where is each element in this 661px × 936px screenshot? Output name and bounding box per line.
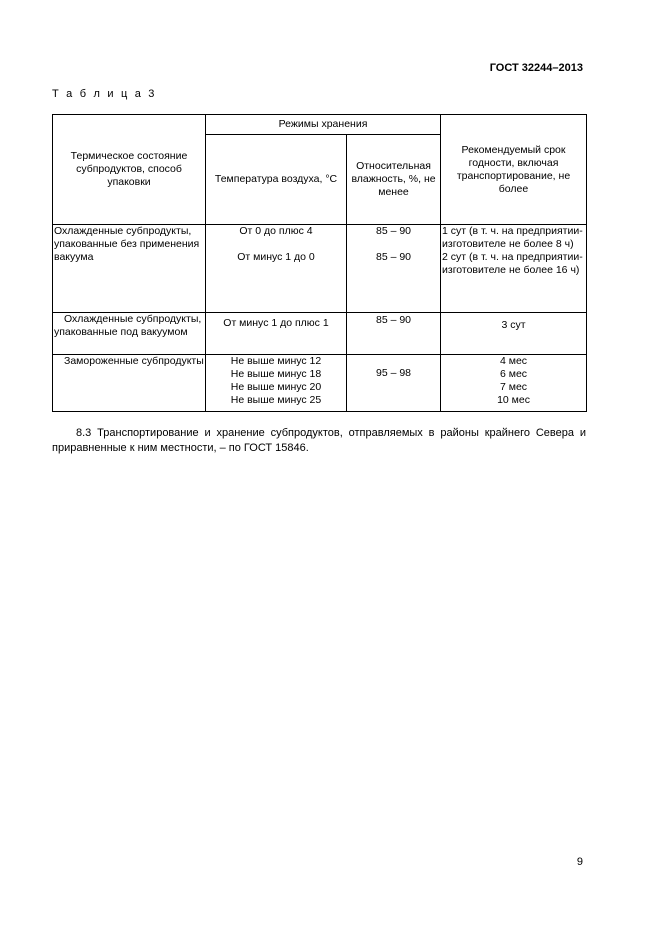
cell-humidity	[347, 313, 441, 355]
cell-humidity	[347, 225, 441, 313]
humidity-value: 95 – 98	[375, 367, 412, 379]
table-row	[53, 225, 587, 313]
table-row	[53, 355, 587, 412]
cell-product: Замороженные субпродукты	[53, 355, 206, 412]
shelf-value: 1 сут (в т. ч. на предприятии-изготовителе не более 8 ч)	[442, 225, 583, 250]
cell-shelf-life	[441, 225, 587, 313]
temp-value: Не выше минус 25	[230, 394, 322, 406]
temp-value: Не выше минус 18	[230, 368, 322, 380]
cell-shelf-life	[441, 313, 587, 355]
cell-product: Охлажденные субпродукты, упакованные без применения вакуума	[53, 225, 206, 313]
table-label: Т а б л и ц а 3	[52, 88, 157, 100]
shelf-value: 2 сут (в т. ч. на предприятии-изготовителе не более 16 ч)	[442, 251, 583, 276]
temp-value: От 0 до плюс 4	[239, 225, 313, 237]
humidity-value: 85 – 90	[375, 314, 412, 326]
shelf-value: 10 мес	[497, 394, 530, 406]
shelf-value: 6 мес	[499, 368, 528, 380]
header-product: Термическое состояние субпродуктов, способ упаковки	[53, 115, 206, 225]
shelf-value: 4 мес	[499, 355, 528, 367]
section-paragraph: 8.3 Транспортирование и хранение субпродуктов, отправляемых в районы крайнего Севера и приравненные к ним местности, – по ГОСТ 15846.	[52, 427, 586, 454]
shelf-value: 7 мес	[499, 381, 528, 393]
shelf-value: 3 сут	[501, 319, 526, 331]
temp-value: От минус 1 до 0	[237, 251, 315, 263]
page-number: 9	[576, 856, 583, 868]
cell-humidity	[347, 355, 441, 412]
storage-table	[52, 114, 587, 412]
humidity-value: 85 – 90	[375, 225, 412, 237]
header-humidity: Относительная влажность, %, не менее	[347, 135, 441, 225]
table-row	[53, 313, 587, 355]
temp-value: От минус 1 до плюс 1	[223, 317, 329, 329]
header-storage-modes: Режимы хранения	[206, 115, 441, 135]
temp-value: Не выше минус 12	[230, 355, 322, 367]
cell-temperature	[206, 355, 347, 412]
cell-shelf-life	[441, 355, 587, 412]
cell-product: Охлажденные субпродукты, упакованные под вакуумом	[53, 313, 206, 355]
cell-temperature	[206, 225, 347, 313]
document-standard-number: ГОСТ 32244–2013	[489, 62, 583, 74]
header-shelf-life: Рекомендуемый срок годности, включая транспортирование, не более	[441, 115, 587, 225]
temp-value: Не выше минус 20	[230, 381, 322, 393]
cell-temperature	[206, 313, 347, 355]
humidity-value: 85 – 90	[375, 251, 412, 263]
header-temperature: Температура воздуха, °С	[206, 135, 347, 225]
